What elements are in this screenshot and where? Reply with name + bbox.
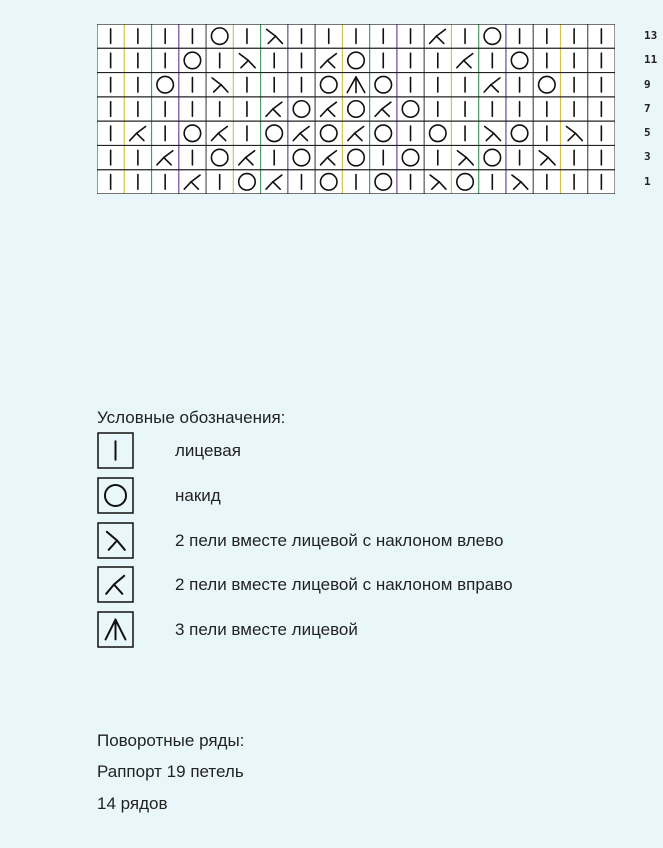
legend-symbol-box	[98, 478, 133, 513]
repeat-note: Раппорт 19 петель	[97, 762, 244, 781]
rows-type-note: Поворотные ряды:	[97, 731, 245, 750]
legend-item-knit	[97, 432, 617, 469]
legend-label-knit: лицевая	[175, 441, 241, 460]
legend-symbol-box	[98, 523, 133, 558]
row-number: 7	[644, 101, 651, 115]
legend-label-left-decrease: 2 пели вместе лицевой с наклоном влево	[175, 531, 504, 550]
row-number: 5	[644, 126, 651, 140]
row-number: 11	[644, 53, 658, 67]
legend-item-right-decrease	[97, 566, 617, 603]
chart-column	[370, 24, 397, 194]
triple-decrease-icon	[97, 611, 134, 648]
chart-column	[342, 24, 369, 194]
legend-label-yarn-over: накид	[175, 486, 221, 505]
legend-symbol-box	[98, 567, 133, 602]
legend-item-yarn-over	[97, 477, 617, 514]
row-number: 1	[644, 174, 651, 188]
legend-label-triple-decrease: 3 пели вместе лицевой	[175, 620, 358, 639]
knit-stitch-icon	[97, 432, 134, 469]
left-decrease-symbol	[107, 532, 125, 550]
legend-label-right-decrease: 2 пели вместе лицевой с наклоном вправо	[175, 575, 513, 594]
cutoff-text	[97, 0, 397, 2]
row-number: 13	[644, 29, 658, 42]
knitting-chart-grid	[97, 24, 615, 194]
chart-column	[288, 24, 315, 194]
triple-decrease-symbol	[106, 620, 126, 640]
row-number: 3	[644, 150, 651, 164]
chart-column	[315, 24, 342, 194]
chart-column	[397, 24, 424, 194]
row-number: 9	[644, 77, 651, 91]
knitting-chart	[97, 24, 615, 194]
chart-column	[261, 24, 288, 194]
legend-title: Условные обозначения:	[97, 408, 286, 427]
yarn-over-symbol	[105, 485, 126, 506]
row-count-note: 14 рядов	[97, 794, 168, 813]
legend-item-left-decrease	[97, 522, 617, 559]
left-decrease-icon	[97, 522, 134, 559]
right-decrease-icon	[97, 566, 134, 603]
row-numbers	[644, 24, 663, 194]
right-decrease-symbol	[106, 576, 124, 594]
yarn-over-icon	[97, 477, 134, 514]
legend-item-triple-decrease	[97, 611, 617, 648]
